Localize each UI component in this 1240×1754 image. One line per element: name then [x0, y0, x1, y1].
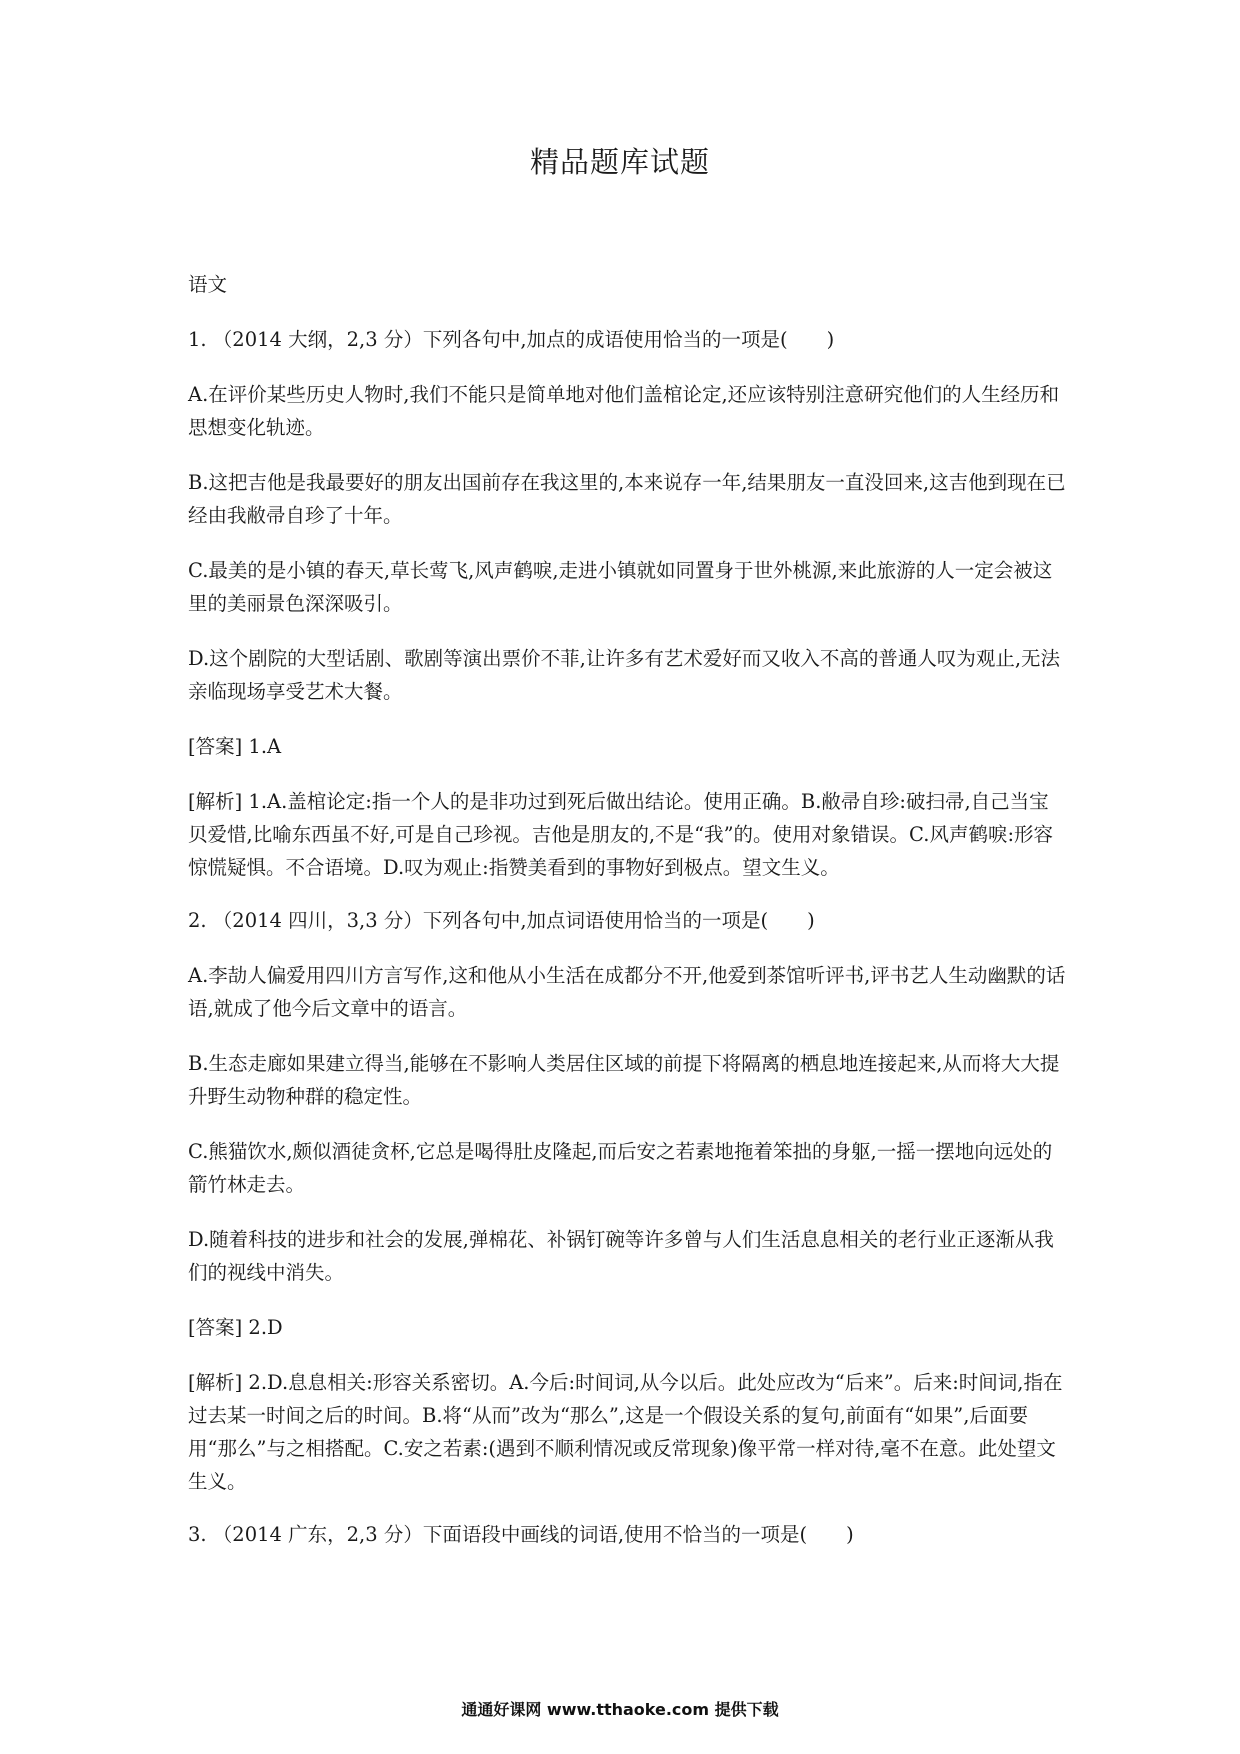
question-2-answer: [答案] 2.D — [188, 1316, 283, 1339]
question-1-head: 1. （2014 大纲，2,3 分）下列各句中,加点的成语使用恰当的一项是( ) — [188, 328, 835, 351]
question-2-option-b: B.生态走廊如果建立得当,能够在不影响人类居住区域的前提下将隔离的栖息地连接起来,从而将大大提升野生动物种群的稳定性。 — [188, 1052, 1060, 1108]
question-1-option-d: D.这个剧院的大型话剧、歌剧等演出票价不菲,让许多有艺术爱好而又收入不高的普通人叹为观止,无法亲临现场享受艺术大餐。 — [188, 647, 1061, 703]
question-3-head: 3. （2014 广东，2,3 分）下面语段中画线的词语,使用不恰当的一项是( ) — [188, 1523, 854, 1546]
question-1-answer: [答案] 1.A — [188, 735, 282, 758]
page-title: 精品题库试题 — [529, 145, 710, 179]
question-1-option-a: A.在评价某些历史人物时,我们不能只是简单地对他们盖棺论定,还应该特别注意研究他们的人生经历和思想变化轨迹。 — [188, 383, 1060, 439]
question-2-analysis: [解析] 2.D.息息相关:形容关系密切。A.今后:时间词,从今以后。此处应改为“后来”。后来:时间词,指在过去某一时间之后的时间。B.将“从而”改为“那么”,这是一个假设关系的复句,前面有“如果”,后面要用“那么”与之相搭配。C.安之若素:(遇到不顺利情况或反常现象)像平常一样对待,毫不在意。此处望文生义。 — [188, 1371, 1063, 1493]
question-1-analysis: [解析] 1.A.盖棺论定:指一个人的是非功过到死后做出结论。使用正确。B.敝帚自珍:破扫帚,自己当宝贝爱惜,比喻东西虽不好,可是自己珍视。吉他是朋友的,不是“我”的。使用对象错误。C.风声鹤唳:形容惊慌疑惧。不合语境。D.叹为观止:指赞美看到的事物好到极点。望文生义。 — [188, 790, 1054, 879]
page-footer: 通通好课网 www.tthaoke.com 提供下载 — [461, 1700, 779, 1719]
subject-heading: 语文 — [188, 273, 228, 296]
question-1-option-b: B.这把吉他是我最要好的朋友出国前存在我这里的,本来说存一年,结果朋友一直没回来,这吉他到现在已经由我敝帚自珍了十年。 — [188, 471, 1066, 527]
document-body — [188, 268, 1068, 1573]
question-2-option-a: A.李劼人偏爱用四川方言写作,这和他从小生活在成都分不开,他爱到茶馆听评书,评书艺人生动幽默的话语,就成了他今后文章中的语言。 — [188, 964, 1066, 1020]
question-2-option-d: D.随着科技的进步和社会的发展,弹棉花、补锅钉碗等许多曾与人们生活息息相关的老行业正逐渐从我们的视线中消失。 — [188, 1228, 1054, 1284]
question-2-head: 2. （2014 四川，3,3 分）下列各句中,加点词语使用恰当的一项是( ) — [188, 909, 815, 932]
question-2-option-c: C.熊猫饮水,颇似酒徒贪杯,它总是喝得肚皮隆起,而后安之若素地拖着笨拙的身躯,一摇一摆地向远处的箭竹林走去。 — [188, 1140, 1053, 1196]
question-1-option-c: C.最美的是小镇的春天,草长莺飞,风声鹤唳,走进小镇就如同置身于世外桃源,来此旅游的人一定会被这里的美丽景色深深吸引。 — [188, 559, 1053, 615]
